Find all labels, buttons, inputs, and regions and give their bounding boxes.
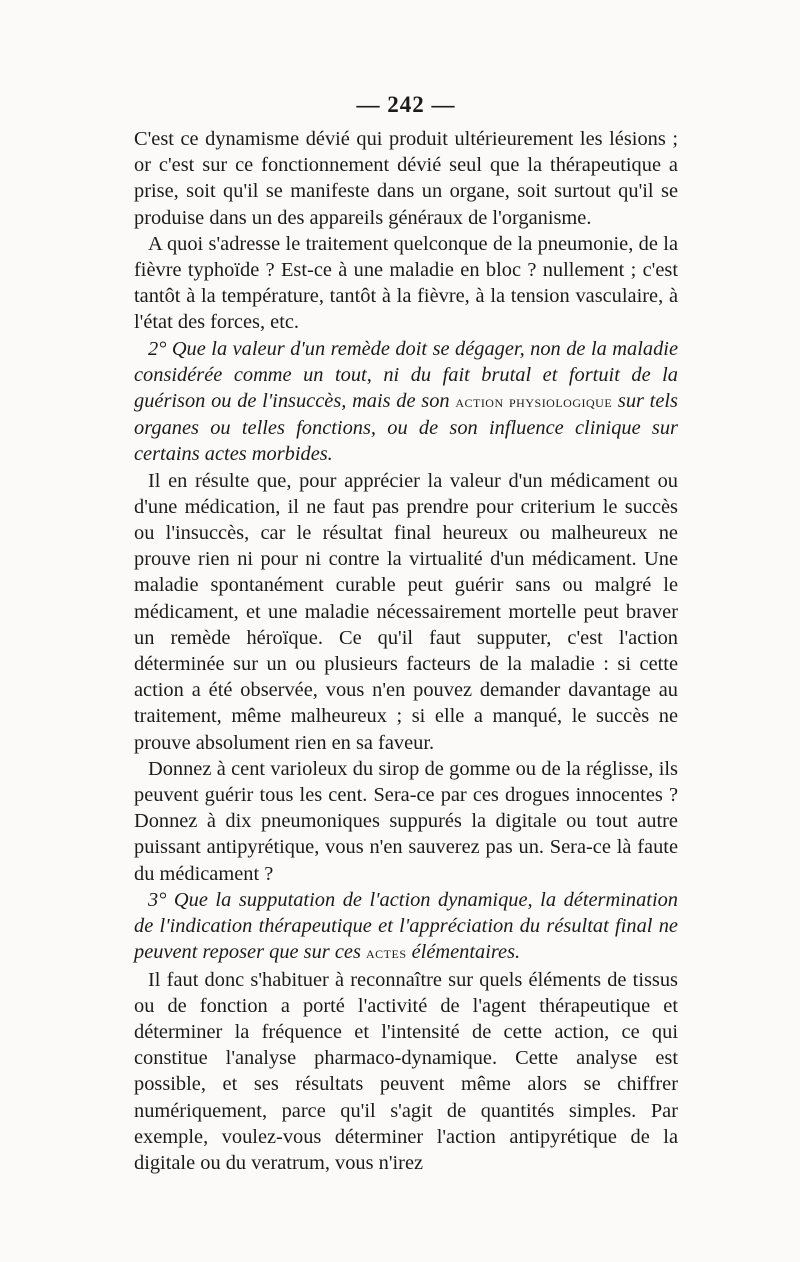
point-2-small-caps: action physiologique bbox=[455, 392, 613, 412]
point-2-text-end: sur tels organes ou telles fonctions, ou de son influence clinique sur certains actes morbides. bbox=[134, 390, 678, 466]
point-3-text-end: élémentaires. bbox=[406, 941, 521, 964]
paragraph-dynamisme: C'est ce dynamisme dévié qui produit ultérieurement les lésions ; or c'est sur ce fonctionnement dévié seul que la thérapeutique a prise, soit qu'il se manifeste dans un organe, soit surtout qu'il se produise dans un des appareils généraux de l'organisme. bbox=[134, 128, 678, 229]
paragraph-resulte: Il en résulte que, pour apprécier la valeur d'un médicament ou d'une médication, il ne faut pas prendre pour criterium le succès ou l'insuccès, car le résultat final heureux ou malheureux ne prouve rien ni pour ni contre la virtualité d'un médicament. Une maladie spontanément curable peut guérir sans ou malgré le médicament, et une maladie nécessairement mortelle peut braver un remède héroïque. Ce qu'il faut supputer, c'est l'action déterminée sur un ou plusieurs facteurs de la maladie : si cette action a été observée, vous n'en pouvez demander davantage au traitement, même malheureux ; si elle a manqué, le succès ne prouve absolument rien en sa faveur. bbox=[134, 469, 678, 754]
paragraph-point-3 bbox=[134, 887, 678, 967]
point-2-text-start: 2° Que la valeur d'un remède doit se dégager, non de la maladie considérée comme un tout, ni du fait brutal et fortuit de la guérison ou de l'insuccès, mais de son bbox=[134, 337, 678, 413]
paragraph-pneumonie: A quoi s'adresse le traitement quelconque de la pneumonie, de la fièvre typhoïde ? Est-ce à une maladie en bloc ? nullement ; c'est tantôt à la température, tantôt à la fièvre, à la tension vasculaire, à l'état des forces, etc. bbox=[134, 232, 678, 334]
paragraph-analyse: Il faut donc s'habituer à reconnaître sur quels éléments de tissus ou de fonction a porté l'activité de l'agent thérapeutique et déterminer la fréquence et l'intensité de cette action, ce qui constitue l'analyse pharmaco-dynamique. Cette analyse est possible, et ses résultats peuvent même alors se chiffrer numériquement, parce qu'il s'agit de quantités simples. Par exemple, voulez-vous déterminer l'action antipyrétique de la digitale ou du veratrum, vous n'irez bbox=[134, 968, 678, 1174]
book-page bbox=[134, 88, 678, 1176]
point-3-small-caps: actes bbox=[365, 943, 407, 963]
paragraph-varioleux: Donnez à cent varioleux du sirop de gomme ou de la réglisse, ils peuvent guérir tous les cent. Sera-ce par ces drogues innocentes ? Donnez à dix pneumoniques suppurés la digitale ou tout autre puissant antipyrétique, vous n'en sauverez pas un. Sera-ce là faute du médicament ? bbox=[134, 757, 678, 885]
point-3-text-start: 3° Que la supputation de l'action dynamique, la détermination de l'indication thérapeutique et l'appréciation du résultat final ne peuvent reposer que sur ces bbox=[134, 888, 678, 964]
page-number: — 242 — bbox=[356, 92, 456, 117]
paragraph-point-2 bbox=[134, 336, 678, 468]
